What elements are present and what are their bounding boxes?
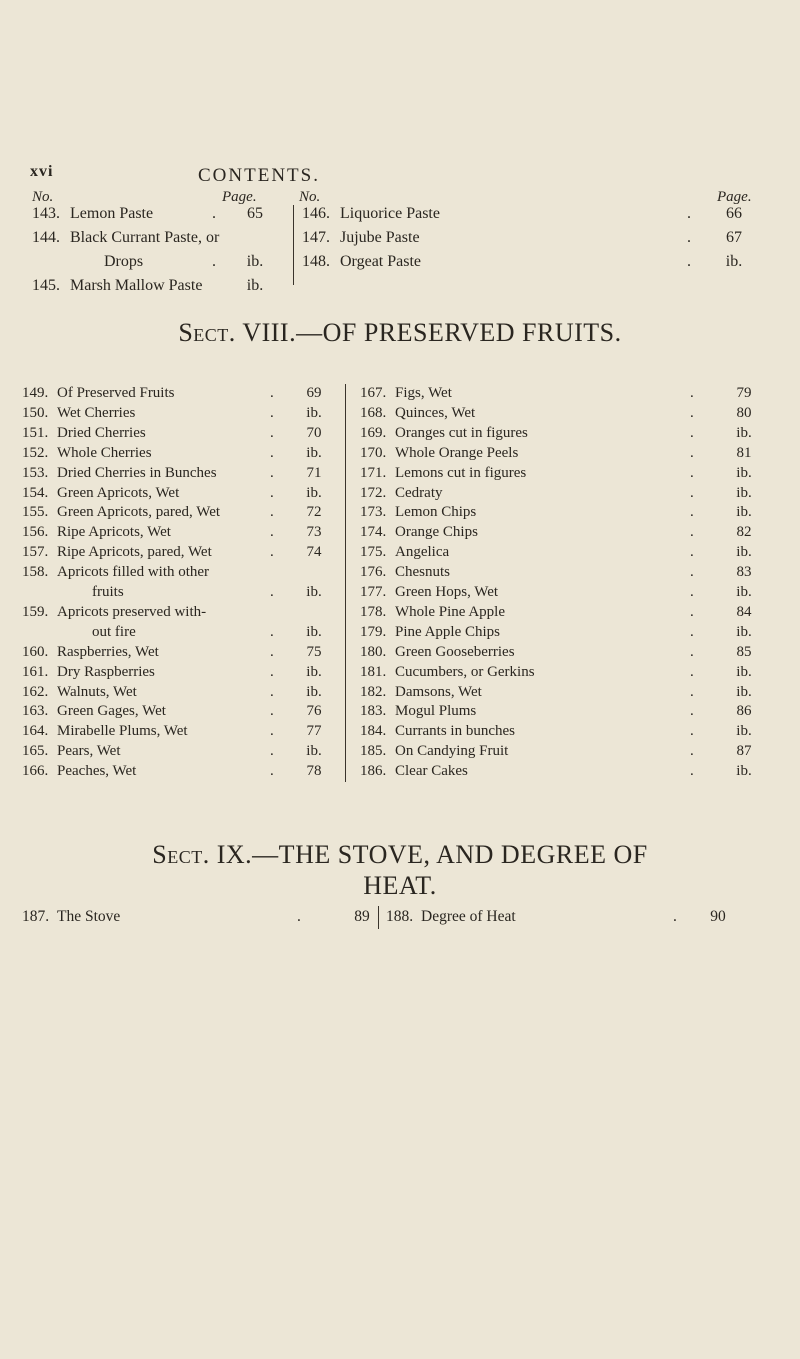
entry-number: 188. bbox=[386, 908, 414, 925]
entry-number: 184. bbox=[360, 723, 387, 740]
entry-number: 164. bbox=[22, 723, 49, 740]
entry-number: 178. bbox=[360, 603, 387, 620]
entry-page: ib. bbox=[725, 253, 743, 270]
leader-dot: . bbox=[270, 464, 274, 481]
column-header-page-left: Page. bbox=[222, 189, 257, 205]
column-header-page-right: Page. bbox=[717, 189, 752, 205]
entry-title: Clear Cakes bbox=[395, 763, 468, 780]
list-item bbox=[32, 277, 292, 302]
section-ix-sect-label: Sect. bbox=[152, 840, 210, 869]
entry-page: 78 bbox=[306, 763, 322, 780]
entry-title: Raspberries, Wet bbox=[57, 643, 159, 660]
list-item bbox=[302, 229, 772, 254]
entry-number: 150. bbox=[22, 404, 49, 421]
entry-title: Figs, Wet bbox=[395, 385, 452, 401]
entry-page: ib. bbox=[736, 504, 752, 521]
entry-page: ib. bbox=[736, 544, 752, 561]
column-header-no-left: No. bbox=[32, 189, 54, 205]
entry-title: Jujube Paste bbox=[340, 229, 420, 246]
leader-dot: . bbox=[673, 908, 677, 925]
entry-number: 171. bbox=[360, 464, 387, 481]
entry-title: fruits bbox=[92, 584, 124, 600]
entry-number: 151. bbox=[22, 424, 49, 441]
entry-title: Drops bbox=[104, 253, 144, 270]
entry-page: 82 bbox=[736, 524, 752, 541]
entry-number: 143. bbox=[32, 205, 60, 222]
entry-title: Mirabelle Plums, Wet bbox=[57, 723, 188, 740]
entry-page: 76 bbox=[306, 703, 322, 720]
entry-title: Whole Cherries bbox=[57, 444, 152, 461]
leader-dot: . bbox=[690, 504, 694, 521]
entry-title: Pine Apple Chips bbox=[395, 623, 501, 640]
entry-title: Orange Chips bbox=[395, 524, 478, 541]
entry-title: Dried Cherries in Bunches bbox=[57, 464, 217, 481]
entry-page: 84 bbox=[736, 603, 752, 620]
entry-title: On Candying Fruit bbox=[395, 743, 509, 760]
entry-page: ib. bbox=[736, 464, 752, 481]
entry-number: 158. bbox=[22, 564, 49, 581]
leader-dot: . bbox=[690, 584, 694, 600]
entry-page: 83 bbox=[736, 564, 752, 581]
section-viii-title: VIII.—OF PRESERVED FRUITS. bbox=[242, 318, 622, 347]
entry-number: 179. bbox=[360, 623, 387, 640]
list-item bbox=[360, 763, 770, 788]
entry-page: ib. bbox=[306, 444, 322, 461]
entry-title: Whole Pine Apple bbox=[395, 603, 505, 620]
list-item bbox=[386, 908, 776, 933]
list-item bbox=[22, 908, 372, 933]
entry-title: Ripe Apricots, pared, Wet bbox=[57, 544, 212, 561]
entry-title: Orgeat Paste bbox=[340, 253, 422, 270]
entry-page: ib. bbox=[736, 623, 752, 640]
entry-title: Green Apricots, pared, Wet bbox=[57, 504, 221, 521]
entry-title: Pears, Wet bbox=[57, 743, 121, 760]
leader-dot: . bbox=[690, 524, 694, 541]
entry-page: 77 bbox=[306, 723, 322, 740]
entry-title: Cedraty bbox=[395, 484, 443, 501]
page-numeral: xvi bbox=[30, 163, 54, 180]
leader-dot: . bbox=[690, 564, 694, 581]
entry-number: 170. bbox=[360, 444, 387, 461]
entry-title: Dried Cherries bbox=[57, 424, 146, 441]
page-title: CONTENTS. bbox=[198, 165, 320, 186]
entry-number: 183. bbox=[360, 703, 387, 720]
entry-number: 182. bbox=[360, 683, 387, 700]
leader-dot: . bbox=[270, 703, 274, 720]
leader-dot: . bbox=[690, 663, 694, 680]
leader-dot: . bbox=[212, 253, 216, 270]
entry-title: Whole Orange Peels bbox=[395, 444, 519, 461]
column-header-no-right: No. bbox=[299, 189, 321, 205]
column-divider bbox=[293, 205, 294, 285]
entry-number: 160. bbox=[22, 643, 49, 660]
entry-title: Degree of Heat bbox=[421, 908, 516, 925]
list-item bbox=[22, 763, 342, 788]
leader-dot: . bbox=[270, 544, 274, 561]
entry-number: 148. bbox=[302, 253, 330, 270]
list-item bbox=[302, 253, 772, 278]
entry-page: 67 bbox=[726, 229, 742, 246]
entry-page: ib. bbox=[306, 743, 322, 760]
entry-page: ib. bbox=[736, 763, 752, 780]
entry-number: 157. bbox=[22, 544, 49, 561]
entry-number: 163. bbox=[22, 703, 49, 720]
leader-dot: . bbox=[270, 524, 274, 541]
leader-dot: . bbox=[690, 424, 694, 441]
entry-number: 155. bbox=[22, 504, 49, 521]
entry-title: Mogul Plums bbox=[395, 703, 477, 720]
entry-page: ib. bbox=[306, 404, 322, 421]
entry-page: ib. bbox=[246, 277, 264, 294]
leader-dot: . bbox=[690, 683, 694, 700]
leader-dot: . bbox=[690, 743, 694, 760]
entry-page: ib. bbox=[306, 484, 322, 501]
entry-page: 87 bbox=[736, 743, 752, 760]
leader-dot: . bbox=[270, 404, 274, 421]
section-ix-title-line1: IX.—THE STOVE, AND DEGREE OF bbox=[216, 840, 648, 869]
leader-dot: . bbox=[687, 205, 691, 222]
section-viii-heading bbox=[0, 318, 800, 348]
entry-page: 89 bbox=[354, 908, 370, 925]
entry-title: Green Apricots, Wet bbox=[57, 484, 180, 501]
entry-number: 159. bbox=[22, 603, 49, 620]
leader-dot: . bbox=[690, 385, 694, 401]
entry-number: 147. bbox=[302, 229, 330, 246]
entry-title: Black Currant Paste, or bbox=[70, 229, 220, 246]
entry-page: 73 bbox=[306, 524, 322, 541]
list-item bbox=[32, 205, 292, 230]
list-item bbox=[302, 205, 772, 230]
entry-page: 65 bbox=[247, 205, 263, 222]
leader-dot: . bbox=[270, 385, 274, 401]
entry-number: 144. bbox=[32, 229, 60, 246]
leader-dot: . bbox=[690, 444, 694, 461]
leader-dot: . bbox=[690, 623, 694, 640]
entry-title: The Stove bbox=[57, 908, 121, 925]
entry-title: Green Gooseberries bbox=[395, 643, 515, 660]
entry-page: ib. bbox=[306, 663, 322, 680]
entry-number: 180. bbox=[360, 643, 387, 660]
leader-dot: . bbox=[270, 663, 274, 680]
entry-page: 72 bbox=[306, 504, 322, 521]
entry-number: 177. bbox=[360, 584, 387, 600]
entry-page: 79 bbox=[736, 385, 752, 401]
entry-number: 167. bbox=[360, 385, 387, 401]
entry-page: 69 bbox=[306, 385, 322, 401]
leader-dot: . bbox=[270, 444, 274, 461]
list-item bbox=[32, 229, 292, 254]
entry-number: 146. bbox=[302, 205, 330, 222]
entry-title: Apricots filled with other bbox=[57, 564, 210, 581]
entry-number: 156. bbox=[22, 524, 49, 541]
entry-page: ib. bbox=[736, 584, 752, 600]
entry-title: out fire bbox=[92, 623, 136, 640]
entry-number: 145. bbox=[32, 277, 60, 294]
entry-number: 172. bbox=[360, 484, 387, 501]
leader-dot: . bbox=[690, 703, 694, 720]
entry-title: Ripe Apricots, Wet bbox=[57, 524, 171, 541]
entry-title: Walnuts, Wet bbox=[57, 683, 137, 700]
entry-number: 181. bbox=[360, 663, 387, 680]
column-divider bbox=[345, 384, 346, 782]
leader-dot: . bbox=[687, 229, 691, 246]
leader-dot: . bbox=[297, 908, 301, 925]
entry-title: Of Preserved Fruits bbox=[57, 385, 175, 401]
entry-title: Lemons cut in figures bbox=[395, 464, 527, 481]
entry-page: ib. bbox=[736, 484, 752, 501]
leader-dot: . bbox=[270, 723, 274, 740]
entry-title: Damsons, Wet bbox=[395, 683, 482, 700]
entry-page: 66 bbox=[726, 205, 742, 222]
leader-dot: . bbox=[690, 643, 694, 660]
entry-page: ib. bbox=[246, 253, 264, 270]
entry-number: 173. bbox=[360, 504, 387, 521]
entry-page: ib. bbox=[306, 623, 322, 640]
leader-dot: . bbox=[270, 643, 274, 660]
entry-title: Lemon Paste bbox=[70, 205, 154, 222]
leader-dot: . bbox=[270, 763, 274, 780]
entry-title: Green Gages, Wet bbox=[57, 703, 166, 720]
leader-dot: . bbox=[270, 683, 274, 700]
leader-dot: . bbox=[270, 484, 274, 501]
entry-page: 71 bbox=[306, 464, 322, 481]
entry-number: 175. bbox=[360, 544, 387, 561]
leader-dot: . bbox=[270, 424, 274, 441]
leader-dot: . bbox=[687, 253, 691, 270]
leader-dot: . bbox=[690, 484, 694, 501]
entry-page: ib. bbox=[736, 424, 752, 441]
entry-number: 185. bbox=[360, 743, 387, 760]
entry-title: Green Hops, Wet bbox=[395, 584, 499, 600]
leader-dot: . bbox=[690, 763, 694, 780]
entry-number: 186. bbox=[360, 763, 387, 780]
entry-page: 81 bbox=[736, 444, 752, 461]
section-ix-heading-line2: HEAT. bbox=[363, 871, 437, 900]
entry-page: 90 bbox=[710, 908, 726, 925]
entry-title: Apricots preserved with- bbox=[57, 603, 207, 620]
entry-number: 154. bbox=[22, 484, 49, 501]
entry-page: 80 bbox=[736, 404, 752, 421]
entry-page: 85 bbox=[736, 643, 752, 660]
leader-dot: . bbox=[690, 723, 694, 740]
entry-title: Currants in bunches bbox=[395, 723, 515, 740]
entry-title: Chesnuts bbox=[395, 564, 451, 581]
entry-title: Oranges cut in figures bbox=[395, 424, 528, 441]
leader-dot: . bbox=[212, 205, 216, 222]
leader-dot: . bbox=[690, 603, 694, 620]
leader-dot: . bbox=[270, 743, 274, 760]
entry-number: 187. bbox=[22, 908, 50, 925]
entry-title: Liquorice Paste bbox=[340, 205, 440, 222]
entry-title: Angelica bbox=[395, 544, 450, 561]
entry-page: ib. bbox=[306, 584, 322, 600]
leader-dot: . bbox=[270, 504, 274, 521]
entry-number: 166. bbox=[22, 763, 49, 780]
leader-dot: . bbox=[270, 584, 274, 600]
entry-number: 149. bbox=[22, 385, 49, 401]
entry-page: ib. bbox=[736, 663, 752, 680]
entry-number: 169. bbox=[360, 424, 387, 441]
entry-title: Wet Cherries bbox=[57, 404, 136, 421]
column-divider bbox=[378, 906, 379, 929]
list-item bbox=[32, 253, 292, 278]
entry-number: 162. bbox=[22, 683, 49, 700]
entry-title: Peaches, Wet bbox=[57, 763, 137, 780]
entry-page: 86 bbox=[736, 703, 752, 720]
entry-page: 70 bbox=[306, 424, 322, 441]
entry-page: 75 bbox=[306, 643, 322, 660]
entry-title: Cucumbers, or Gerkins bbox=[395, 663, 535, 680]
entry-title: Quinces, Wet bbox=[395, 404, 476, 421]
leader-dot: . bbox=[270, 623, 274, 640]
entry-page: ib. bbox=[306, 683, 322, 700]
entry-number: 165. bbox=[22, 743, 49, 760]
entry-number: 168. bbox=[360, 404, 387, 421]
entry-number: 176. bbox=[360, 564, 387, 581]
entry-number: 161. bbox=[22, 663, 49, 680]
entry-page: ib. bbox=[736, 683, 752, 700]
leader-dot: . bbox=[690, 464, 694, 481]
entry-page: 74 bbox=[306, 544, 322, 561]
entry-title: Marsh Mallow Paste bbox=[70, 277, 203, 294]
leader-dot: . bbox=[690, 404, 694, 421]
entry-page: ib. bbox=[736, 723, 752, 740]
entry-number: 153. bbox=[22, 464, 49, 481]
entry-title: Dry Raspberries bbox=[57, 663, 155, 680]
entry-number: 152. bbox=[22, 444, 49, 461]
leader-dot: . bbox=[690, 544, 694, 561]
entry-number: 174. bbox=[360, 524, 387, 541]
entry-title: Lemon Chips bbox=[395, 504, 477, 521]
section-ix-heading bbox=[0, 840, 800, 870]
section-viii-sect-label: Sect. bbox=[178, 318, 236, 347]
